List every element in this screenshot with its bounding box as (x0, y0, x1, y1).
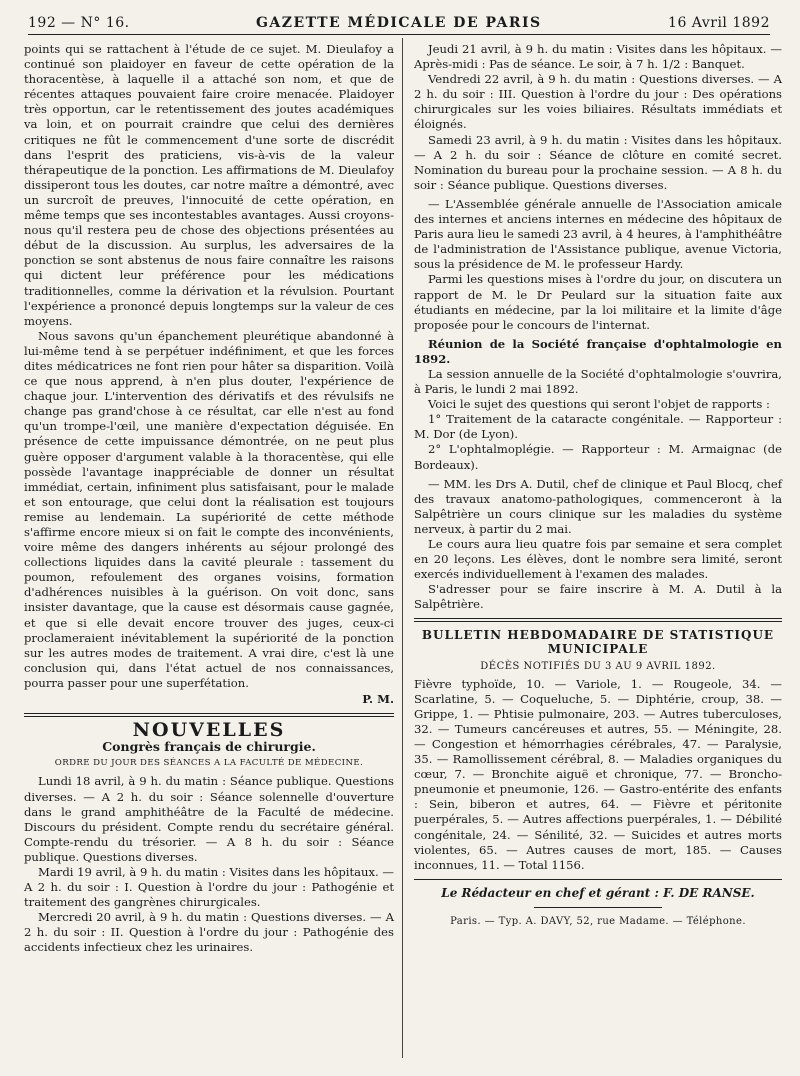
news-paragraph: Voici le sujet des questions qui seront l'objet de rapports : (428, 397, 770, 412)
right-column (414, 42, 782, 1057)
article-signature: P. M. (362, 692, 394, 707)
section-rule (414, 618, 782, 622)
agenda-item: Mercredi 20 avril, à 9 h. du matin : Questions diverses. — A 2 h. du soir : II. Question à l'ordre du jour : Pathogénie des accidents infectieux chez les urinaires. (24, 910, 394, 955)
agenda-item: Vendredi 22 avril, à 9 h. du matin : Questions diverses. — A 2 h. du soir : III. Question à l'ordre du jour : Des opérations chirurgicales sur les voies biliaires. Résultats immédiats et éloignés. (414, 72, 782, 132)
column-divider (402, 38, 403, 1058)
page-header (28, 12, 770, 35)
journal-title: GAZETTE MÉDICALE DE PARIS (255, 15, 542, 31)
editor-line: Le Rédacteur en chef et gérant : F. DE RANSE. (441, 885, 755, 900)
agenda-item: Lundi 18 avril, à 9 h. du matin : Séance publique. Questions diverses. — A 2 h. du soir : Séance solennelle d'ouverture dans le grand amphithéâtre de la Faculté de médecine. Discours du président. Compte rendu du secrétaire général. Compte-rendu du trésorier. — A 8 h. du soir : Séance publique. Questions diverses. (24, 774, 394, 864)
news-heading: Réunion de la Société française d'ophtalmologie en 1892. (414, 336, 782, 366)
news-paragraph: — L'Assemblée générale annuelle de l'Association amicale des internes et anciens internes en médecine des hôpitaux de Paris aura lieu le samedi 23 avril, à 4 heures, à l'amphithéâtre de l'administration de l'Assistance publique, avenue Victoria, sous la présidence de M. le professeur Hardy. (414, 196, 782, 272)
page-number: 192 — N° 16. (28, 15, 130, 31)
news-paragraph: — MM. les Drs A. Dutil, chef de clinique et Paul Blocq, chef des travaux anatomo-pathologiques, commenceront à la Salpêtrière un cours clinique sur les maladies du système nerveux, à partir du 2 mai. (414, 476, 782, 536)
news-paragraph: 1° Traitement de la cataracte congénitale. — Rapporteur : M. Dor (de Lyon). (414, 412, 782, 442)
news-paragraph: Le cours aura lieu quatre fois par semaine et sera complet en 20 leçons. Les élèves, dont le nombre sera limité, seront exercés individuellement à l'examen des malades. (414, 537, 782, 582)
agenda-item: Jeudi 21 avril, à 9 h. du matin : Visites dans les hôpitaux. — Après-midi : Pas de séance. Le soir, à 7 h. 1/2 : Banquet. (414, 42, 782, 72)
news-paragraph: La session annuelle de la Société d'ophtalmologie s'ouvrira, à Paris, le lundi 2 mai 1892. (414, 366, 782, 397)
short-rule (534, 907, 662, 908)
printer-imprint: Paris. — Typ. A. DAVY, 52, rue Madame. — Téléphone. (450, 915, 746, 927)
section-rule (414, 879, 782, 880)
article-paragraph: points qui se rattachent à l'étude de ce sujet. M. Dieulafoy a continué son plaidoyer en faveur de cette opération de la thoracentèse, à laquelle il a attaché son nom, et que de récentes attaques pouvaient faire croire menacée. Plaidoyer très opportun, car le retentissement des joutes académiques va loin, et on pourrait craindre que celui des dernières critiques ne fût le commencement d'une sorte de discrédit dans l'esprit des praticiens, vis-à-vis de la valeur thérapeutique de la ponction. Les affirmations de M. Dieulafoy dissiperont tous les doutes, car notre maître a démontré, avec un surcroît de preuves, l'innocuité de cette opération, en même temps que ses incontestables avantages. Aussi croyons-nous qu'il restera peu de chose des objections présentées au début de la discussion. Au surplus, les adversaires de la ponction se sont abstenus de nous faire connaître les raisons qui dictent leur préférence pour les médications traditionnelles, comme la dérivation et la révulsion. Pourtant l'expérience a prononcé depuis longtemps sur la valeur de ces moyens. (24, 42, 394, 328)
news-paragraph: Parmi les questions mises à l'ordre du jour, on discutera un rapport de M. le Dr Peulard sur la situation faite aux étudiants en médecine, par la loi militaire et la limite d'âge proposée pour le concours de l'internat. (414, 272, 782, 332)
news-paragraph: 2° L'ophtalmoplégie. — Rapporteur : M. Armaignac (de Bordeaux). (414, 442, 782, 472)
article-paragraph: Nous savons qu'un épanchement pleurétique abandonné à lui-même tend à se perpétuer indéfiniment, et que les forces dites médicatrices ne font rien pour hâter sa disparition. Voilà ce que nous apprend, à n'en plus douter, l'expérience de chaque jour. L'intervention des dérivatifs et des révulsifs ne change pas grand'chose à ce résultat, car elle n'est au fond qu'un trompe-l'œil, une manière d'expectation déguisée. En présence de cette impuissance démontrée, on ne peut plus guère opposer d'argument valable à la thoracentèse, qui elle possède l'avantage inappréciable de donner un résultat immédiat, certain, infiniment plus satisfaisant, pour le malade et son entourage, que celui dont la réalisation est toujours remise au lendemain. La supériorité de cette méthode s'affirme encore mieux si on fait le compte des inconvénients, voire même des dangers inhérents au séjour prolongé des collections liquides dans la cavité pleurale : tassement du poumon, refoulement des organes voisins, formation d'adhérences nuisibles à la guérison. On voit donc, sans insister davantage, que la cause est désormais cause gagnée, et que si elle devait encore trouver des juges, ceux-ci proclameraient inévitablement la supériorité de la ponction sur les autres modes de traitement. A vrai dire, c'est là une conclusion qui, dans l'état actuel de nos connaissances, pourra passer pour une superfétation. (24, 328, 394, 690)
bulletin-body: Fièvre typhoïde, 10. — Variole, 1. — Rougeole, 34. — Scarlatine, 5. — Coqueluche, 5. — Diphtérie, croup, 38. — Grippe, 1. — Phtisie pulmonaire, 203. — Autres tuberculoses, 32. — Tumeurs cancéreuses et autres, 55. — Méningite, 28. — Congestion et hémorrhagies cérébrales, 47. — Paralysie, 35. — Ramollissement cérébral, 8. — Maladies organiques du cœur, 7. — Bronchite aiguë et chronique, 77. — Broncho-pneumonie et pneumonie, 126. — Gastro-entérite des enfants : Sein, biberon et autres, 64. — Fièvre et péritonite puerpérales, 5. — Autres affections puerpérales, 1. — Débilité congénitale, 24. — Sénilité, 32. — Suicides et autres morts violentes, 65. — Autres causes de mort, 185. — Causes inconnues, 11. — Total 1156. (414, 676, 782, 872)
agenda-item: Mardi 19 avril, à 9 h. du matin : Visites dans les hôpitaux. — A 2 h. du soir : I. Question à l'ordre du jour : Pathogénie et traitement des gangrènes chirurgicales. (24, 864, 394, 910)
bulletin-period: DÉCÈS NOTIFIÉS DU 3 AU 9 AVRIL 1892. (480, 661, 716, 673)
news-paragraph: S'adresser pour se faire inscrire à M. A. Dutil à la Salpêtrière. (414, 582, 782, 612)
section-subtitle: Congrès français de chirurgie. (102, 739, 316, 755)
section-title: NOUVELLES (132, 719, 286, 742)
section-rule (24, 713, 394, 717)
bulletin-subtitle: MUNICIPALE (547, 642, 649, 657)
left-column (24, 42, 394, 1057)
bulletin-title: BULLETIN HEBDOMADAIRE DE STATISTIQUE (421, 628, 775, 643)
agenda-heading: ORDRE DU JOUR DES SÉANCES A LA FACULTÉ DE MÉDECINE. (54, 758, 364, 769)
issue-date: 16 Avril 1892 (668, 15, 770, 31)
agenda-item: Samedi 23 avril, à 9 h. du matin : Visites dans les hôpitaux. — A 2 h. du soir : Séance de clôture en comité secret. Nomination du bureau pour la prochaine session. — A 8 h. du soir : Séance publique. Questions diverses. (414, 132, 782, 192)
